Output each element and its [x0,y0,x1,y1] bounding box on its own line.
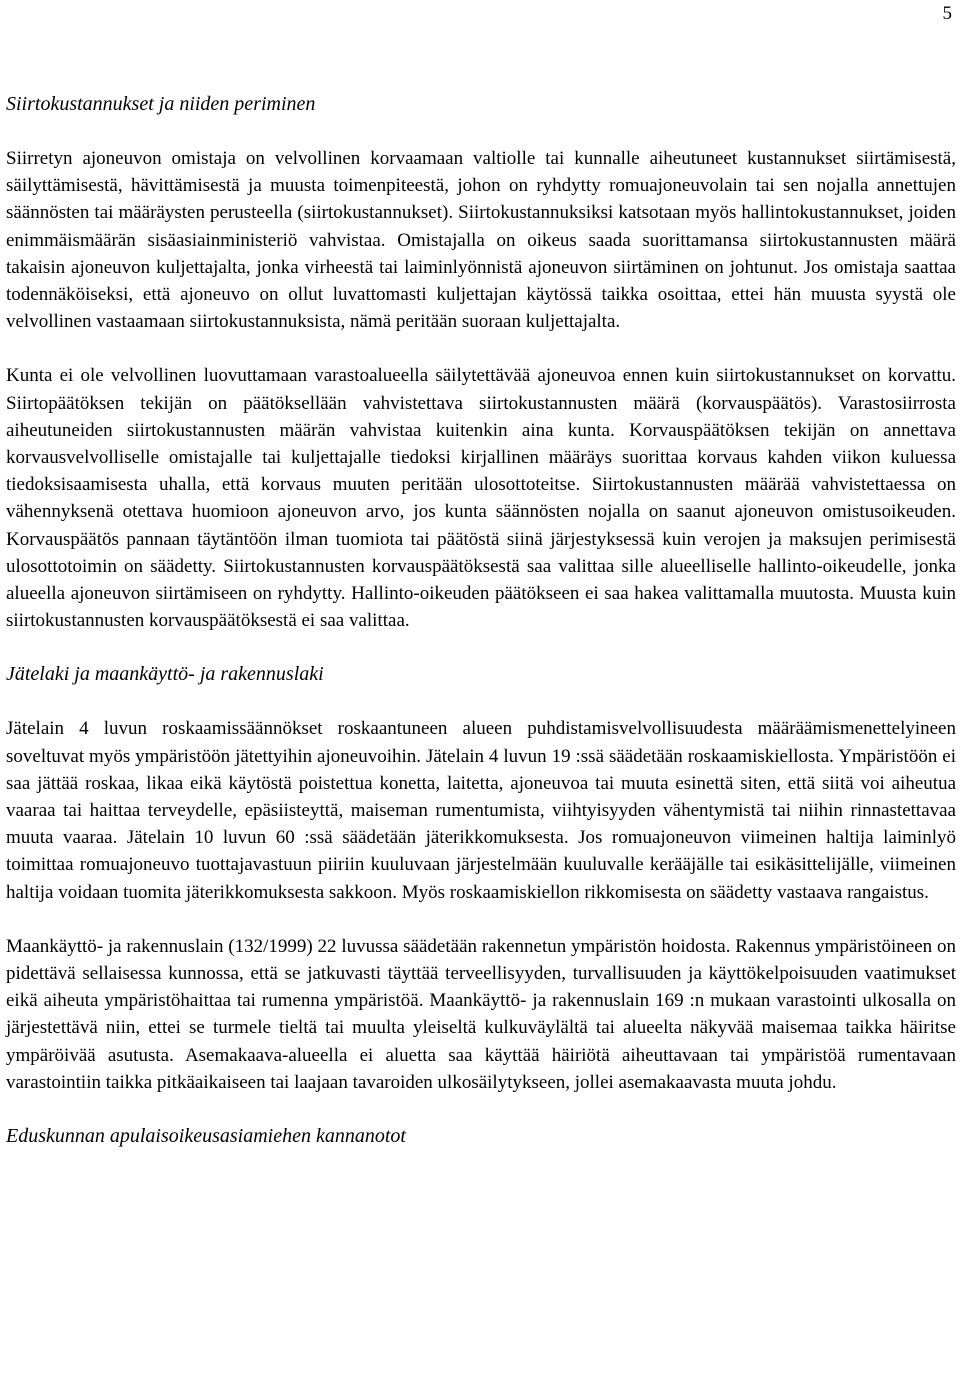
spacer [6,634,956,661]
paragraph: Maankäyttö- ja rakennuslain (132/1999) 22 luvussa säädetään rakennetun ympäristön hoidosta. Rakennus ympäristöineen on pidettävä sellaisessa kunnossa, että se jatkuvasti täyttää terveellisyyden, turvallisuuden ja käyttökelpoisuuden vaatimukset eikä aiheuta ympäristöhaittaa tai rumenna ympäristöä. Maankäyttö- ja rakennuslain 169 :n mukaan varastointi ulkosalla on järjestettävä niin, ettei se turmele tieltä tai muulta yleiseltä kulkuväylältä tai alueelta näkyvää maisemaa taikka häiritse ympäröivää asutusta. Asemakaava-alueella ei aluetta saa käyttää häiriötä aiheuttavaan tai ympäristöä rumentavaan varastointiin taikka pitkäaikaiseen tai laajaan tavaroiden ulkosäilytykseen, jollei asemakaavasta muuta johdu. [6,935,956,1093]
section-heading: Siirtokustannukset ja niiden periminen [6,93,316,115]
spacer [6,906,956,933]
spacer [6,335,956,362]
spacer [6,1096,956,1123]
paragraph: Jätelain 4 luvun roskaamissäännökset roskaantuneen alueen puhdistamisvelvollisuudesta määräämismenettelyineen soveltuvat myös ympäristöön jätettyihin ajoneuvoihin. Jätelain 4 luvun 19 :ssä säädetään roskaamiskiellosta. Ympäristöön ei saa jättää roskaa, likaa eikä käytöstä poistettua konetta, laitetta, ajoneuvoa tai muuta esinettä siten, että siitä voi aiheutua vaaraa tai haittaa terveydelle, epäsiisteyttä, maiseman rumentumista, viihtyisyyden vähentymistä tai niihin rinnastettavaa muuta vaaraa. Jätelain 10 luvun 60 :ssä säädetään jäterikkomuksesta. Jos romuajoneuvon viimeinen haltija laiminlyö toimittaa romuajoneuvo tuottajavastuun piiriin kuuluvaan järjestelmään kuuluvalle kerääjälle tai esikäsittelijälle, viimeinen haltija voidaan tuomita jäterikkomuksesta sakkoon. Myös roskaamiskiellon rikkomisesta on säädetty vastaava rangaistus. [6,718,956,903]
paragraph: Siirretyn ajoneuvon omistaja on velvollinen korvaamaan valtiolle tai kunnalle aiheutuneet kustannukset siirtämisestä, säilyttämisestä, hävittämisestä ja muusta toimenpiteestä, johon on ryhdytty romuajoneuvolain tai sen nojalla annettujen säännösten tai määräysten perusteella (siirtokustannukset). Siirtokustannuksiksi katsotaan myös hallintokustannukset, joiden enimmäismäärän sisäasiainministeriö vahvistaa. Omistajalla on oikeus saada suorittamansa siirtokustannusten määrä takaisin ajoneuvon kuljettajalta, jonka virheestä tai laiminlyönnistä ajoneuvon siirtäminen on johtunut. Jos omistaja saattaa todennäköiseksi, että ajoneuvo on ollut luvattomasti kuljettajan käytössä taikka osoittaa, ettei hän muusta syystä ole velvollinen vastaamaan siirtokustannuksista, nämä peritään suoraan kuljettajalta. [6,148,956,333]
section-heading: Eduskunnan apulaisoikeusasiamiehen kannanotot [6,1125,406,1148]
section-heading: Jätelaki ja maankäyttö- ja rakennuslaki [6,663,324,686]
document-body [6,91,956,1150]
spacer [6,118,956,145]
spacer [6,688,956,715]
paragraph: Kunta ei ole velvollinen luovuttamaan varastoalueella säilytettävää ajoneuvoa ennen kuin siirtokustannukset on korvattu. Siirtopäätöksen tekijän on päätöksellään vahvistettava siirtokustannusten määrä (korvauspäätös). Varastosiirrosta aiheutuneiden siirtokustannusten määrän vahvistaa kuitenkin aina kunta. Korvauspäätöksen tekijän on annettava korvausvelvolliselle omistajalle tai kuljettajalle tiedoksi kirjallinen määräys suorittaa korvaus kahden viikon kuluessa tiedoksisaamisesta uhalla, että korvaus muuten peritään ulosottoteitse. Siirtokustannusten määrää vahvistettaessa on vähennyksenä otettava huomioon ajoneuvon arvo, jos kunta säännösten nojalla on saanut ajoneuvon omistusoikeuden. Korvauspäätös pannaan täytäntöön ilman tuomiota tai päätöstä siinä järjestyksessä kuin verojen ja maksujen perimisestä ulosottotoimin on säädetty. Siirtokustannusten korvauspäätöksestä saa valittaa sille alueelliselle hallinto-oikeudelle, jonka alueella ajoneuvon siirtämiseen on ryhdytty. Hallinto-oikeuden päätökseen ei saa hakea valittamalla muutosta. Muusta kuin siirtokustannusten korvauspäätöksestä ei saa valittaa. [6,365,956,632]
page-number: 5 [942,3,952,24]
